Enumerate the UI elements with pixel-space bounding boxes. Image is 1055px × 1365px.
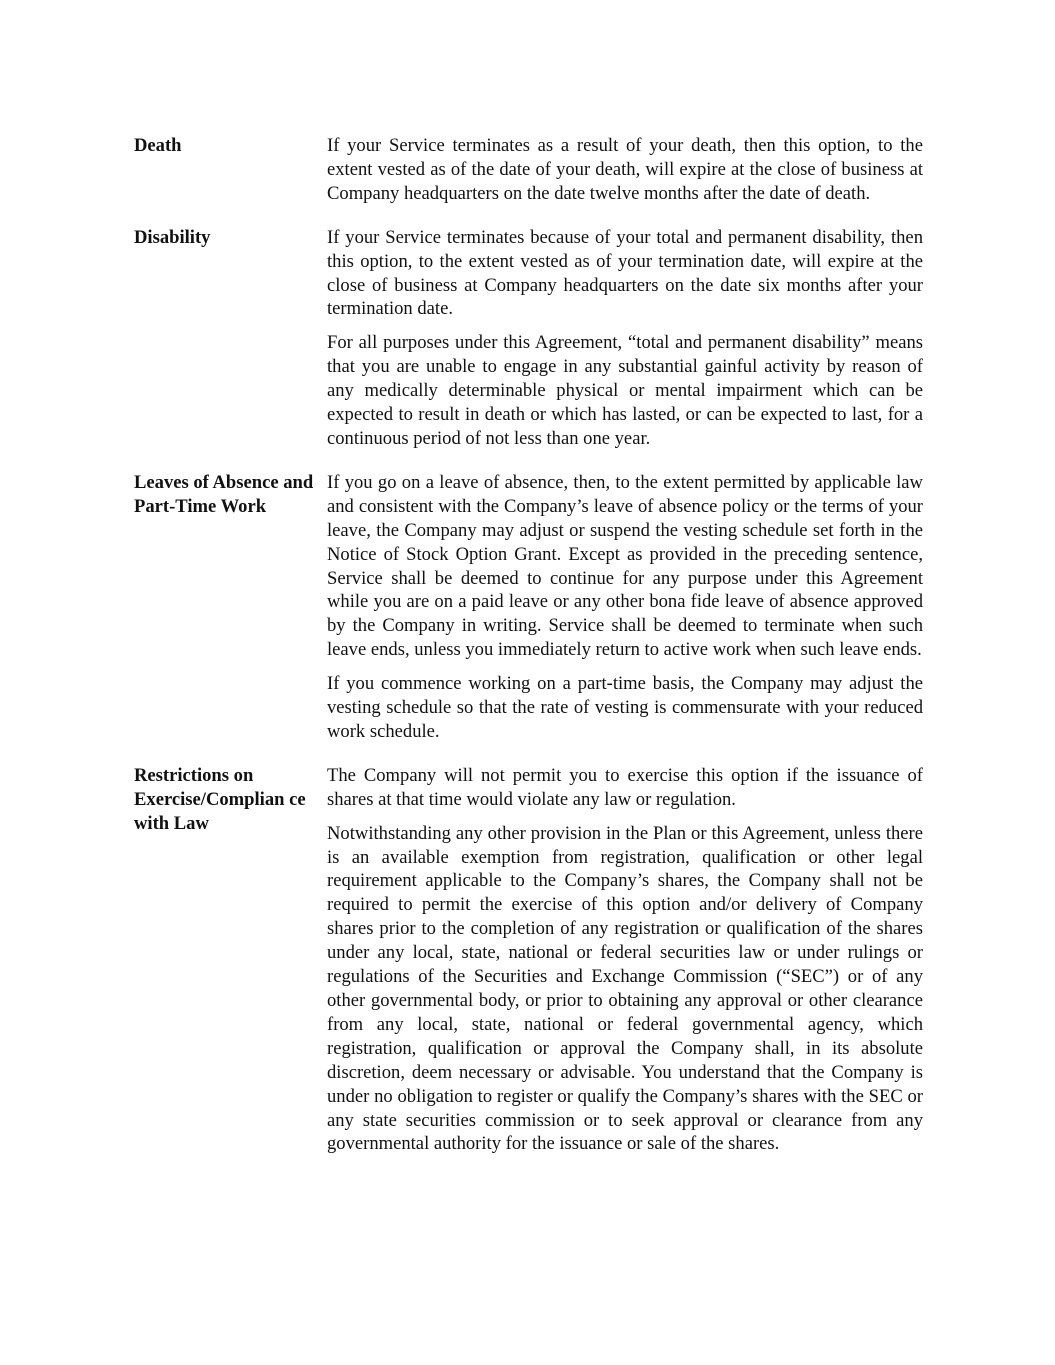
section-heading: Restrictions on Exercise/Complian ce with Law <box>134 764 306 834</box>
section-heading: Leaves of Absence and Part-Time Work <box>134 471 314 517</box>
paragraph: If you go on a leave of absence, then, to the extent permitted by applicable law and consistent with the Company’s leave of absence policy or the terms of your leave, the Company may adjust or suspend the vesting schedule set forth in the Notice of Stock Option Grant. Except as provided in the preceding sentence, Service shall be deemed to continue for any purpose under this Agreement while you are on a paid leave or any other bona fide leave of absence approved by the Company in writing. Service shall be deemed to terminate when such leave ends, unless you immediately return to active work when such leave ends. <box>327 471 923 661</box>
paragraph: If your Service terminates because of your total and permanent disability, then this option, to the extent vested as of your termination date, will expire at the close of business at Company headquarters on the date six months after your termination date. <box>327 226 923 320</box>
section-death <box>134 134 923 206</box>
paragraph: The Company will not permit you to exercise this option if the issuance of shares at that time would violate any law or regulation. <box>327 764 923 810</box>
section-restrictions-on-exercise <box>134 764 923 1157</box>
section-leaves-of-absence <box>134 471 923 744</box>
section-heading: Death <box>134 135 182 156</box>
sections-table <box>134 134 923 1176</box>
paragraph: If you commence working on a part-time basis, the Company may adjust the vesting schedule so that the rate of vesting is commensurate with your reduced work schedule. <box>327 673 923 742</box>
section-body <box>327 764 923 1157</box>
section-disability <box>134 226 923 451</box>
paragraph: For all purposes under this Agreement, “total and permanent disability” means that you are unable to engage in any substantial gainful activity by reason of any medically determinable physical or mental impairment which can be expected to result in death or which has lasted, or can be expected to last, for a continuous period of not less than one year. <box>327 332 923 449</box>
section-heading: Disability <box>134 226 211 248</box>
section-body <box>327 471 923 744</box>
paragraph: Notwithstanding any other provision in the Plan or this Agreement, unless there is an available exemption from registration, qualification or other legal requirement applicable to the Company’s shares, the Company shall not be required to permit the exercise of this option and/or delivery of Company shares prior to the completion of any registration or qualification of the shares under any local, state, national or federal securities law or under rulings or regulations of the Securities and Exchange Commission (“SEC”) or of any other governmental body, or prior to obtaining any approval or other clearance from any local, state, national or federal governmental agency, which registration, qualification or approval the Company shall, in its absolute discretion, deem necessary or advisable. You understand that the Company is under no obligation to register or qualify the Company’s shares with the SEC or any state securities commission or to seek approval or clearance from any governmental authority for the issuance or sale of the shares. <box>327 822 923 1155</box>
section-body <box>327 226 923 451</box>
section-body <box>327 134 923 206</box>
paragraph: If your Service terminates as a result of your death, then this option, to the extent vested as of the date of your death, will expire at the close of business at Company headquarters on the date twelve months after the date of death. <box>327 135 923 204</box>
